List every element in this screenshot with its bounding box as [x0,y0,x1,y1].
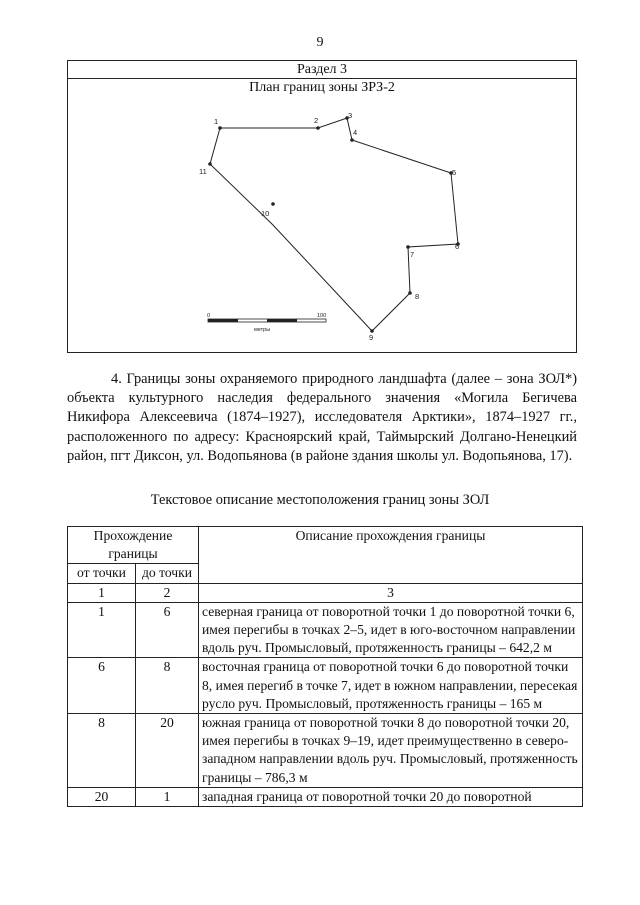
point-2-marker [316,126,320,130]
page-number: 9 [316,35,324,50]
table-row [68,787,583,806]
point-6-label: 6 [455,242,460,251]
table-row [68,714,583,788]
row-from: 8 [68,714,136,788]
row-from: 6 [68,658,136,714]
plan-frame [67,60,577,353]
scale-unit-label: метры [254,327,271,333]
scale-end-label: 100 [317,313,327,319]
table-header-row [68,527,583,564]
row-from: 20 [68,787,136,806]
point-5-label: 5 [452,168,457,177]
point-1-label: 1 [214,117,219,126]
scale-start-label: 0 [207,313,211,319]
point-11-label: 11 [199,167,207,176]
row-to: 20 [136,714,199,788]
boundary-points [199,111,460,342]
point-2-label: 2 [314,116,319,125]
section-title: Раздел 3 [68,61,576,79]
header-from: от точки [68,564,136,583]
point-7-marker [406,245,410,249]
col-number-3: 3 [199,583,583,602]
table-row [68,658,583,714]
point-8-marker [408,291,412,295]
boundary-plan [68,61,576,352]
boundary-table [67,526,583,807]
point-4-marker [350,138,354,142]
col-number-1: 1 [68,583,136,602]
point-7-label: 7 [410,250,415,259]
header-passage: Прохождение границы [68,527,199,564]
point-10-label: 10 [261,209,270,218]
point-3-label: 3 [348,111,353,120]
point-10-marker [271,202,275,206]
table-row [68,602,583,658]
col-number-2: 2 [136,583,199,602]
row-to: 6 [136,602,199,658]
point-11-marker [208,162,212,166]
table-title: Текстовое описание местоположения границ зоны ЗОЛ [150,492,490,508]
row-to: 8 [136,658,199,714]
row-description: северная граница от поворотной точки 1 до поворотной точки 6, имея перегибы в точках 2–5, идет в юго-восточном направлении вдоль руч. Промысловый, протяженность границы – 642,2 м [199,602,583,658]
row-description: южная граница от поворотной точки 8 до поворотной точки 20, имея перегибы в точках 9–19, идет преимущественно в северо-западном направлении вдоль руч. Промысловый, протяженность границы – 786,3 м [199,714,583,788]
point-1-marker [218,126,222,130]
header-description: Описание прохождения границы [199,527,583,584]
table-number-row [68,583,583,602]
boundary-polygon [210,118,458,331]
scale-bar [207,313,326,333]
plan-title: План границ зоны ЗРЗ-2 [249,80,395,95]
header-to: до точки [136,564,199,583]
point-8-label: 8 [415,292,420,301]
zone-description-paragraph: 4. Границы зоны охраняемого природного ландшафта (далее – зона ЗОЛ*) объекта культурного наследия федерального значения «Могила Бегичева Никифора Алексеевича (1874–1927), исследователя Арктики», 1874–1927 гг., расположенного по адресу: Красноярский край, Таймырский Долгано-Ненецкий район, пгт Диксон, ул. Водопьянова (в районе здания школы ул. Водопьянова, 17). [67,371,577,464]
row-description: западная граница от поворотной точки 20 до поворотной [199,787,583,806]
point-9-label: 9 [369,333,374,342]
row-description: восточная граница от поворотной точки 6 до поворотной точки 8, имея перегиб в точке 7, идет в южном направлении, пересекая русло руч. Промысловый, протяженность границы – 165 м [199,658,583,714]
point-4-label: 4 [353,128,358,137]
row-from: 1 [68,602,136,658]
row-to: 1 [136,787,199,806]
